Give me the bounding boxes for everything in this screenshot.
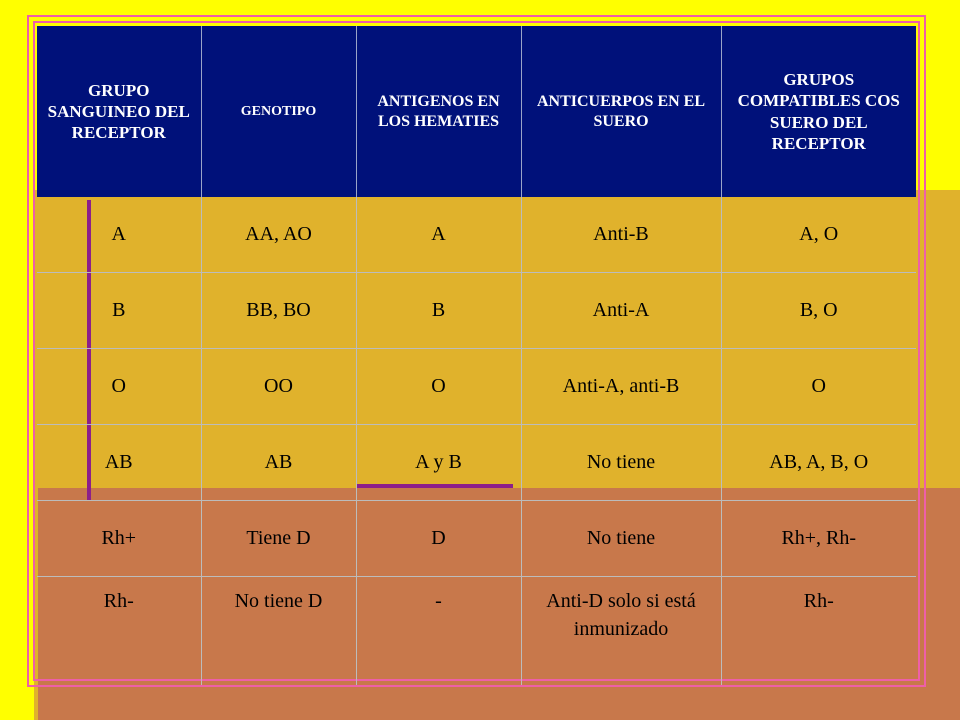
cell-antibodies: No tiene — [521, 425, 721, 501]
blood-group-table — [37, 26, 916, 685]
table-row — [37, 349, 916, 425]
cell-blood-group: O — [37, 349, 201, 425]
cell-blood-group: B — [37, 273, 201, 349]
table-row — [37, 425, 916, 501]
table-row — [37, 501, 916, 577]
cell-blood-group: AB — [37, 425, 201, 501]
cell-compatible-groups: Rh- — [721, 577, 916, 686]
header-antigens: ANTIGENOS EN LOS HEMATIES — [356, 26, 521, 197]
cell-compatible-groups: B, O — [721, 273, 916, 349]
cell-antibodies: Anti-A, anti-B — [521, 349, 721, 425]
cell-genotype: OO — [201, 349, 356, 425]
header-genotype: GENOTIPO — [201, 26, 356, 197]
cell-genotype: AB — [201, 425, 356, 501]
cell-blood-group: Rh+ — [37, 501, 201, 577]
cell-genotype: AA, AO — [201, 197, 356, 273]
table-row — [37, 197, 916, 273]
table-row — [37, 577, 916, 686]
header-blood-group: GRUPO SANGUINEO DEL RECEPTOR — [37, 26, 201, 197]
cell-antigens: - — [356, 577, 521, 686]
header-compatible-groups: GRUPOS COMPATIBLES COS SUERO DEL RECEPTOR — [721, 26, 916, 197]
cell-antibodies: No tiene — [521, 501, 721, 577]
cell-antibodies: Anti-B — [521, 197, 721, 273]
cell-genotype: BB, BO — [201, 273, 356, 349]
cell-antigens: O — [356, 349, 521, 425]
cell-antigens: B — [356, 273, 521, 349]
cell-compatible-groups: O — [721, 349, 916, 425]
cell-antibodies: Anti-D solo si está inmunizado — [521, 577, 721, 686]
cell-blood-group: A — [37, 197, 201, 273]
cell-antigens: A — [356, 197, 521, 273]
cell-genotype: Tiene D — [201, 501, 356, 577]
cell-compatible-groups: A, O — [799, 223, 839, 245]
table-row — [37, 273, 916, 349]
cell-antigens: A y B — [356, 425, 521, 501]
table-header-row — [37, 26, 916, 197]
cell-antibodies: Anti-A — [521, 273, 721, 349]
cell-compatible-groups: AB, A, B, O — [721, 425, 916, 501]
header-antibodies: ANTICUERPOS EN EL SUERO — [521, 26, 721, 197]
cell-blood-group: Rh- — [37, 577, 201, 686]
cell-antigens: D — [356, 501, 521, 577]
cell-genotype: No tiene D — [201, 577, 356, 686]
cell-compatible-groups: Rh+, Rh- — [721, 501, 916, 577]
